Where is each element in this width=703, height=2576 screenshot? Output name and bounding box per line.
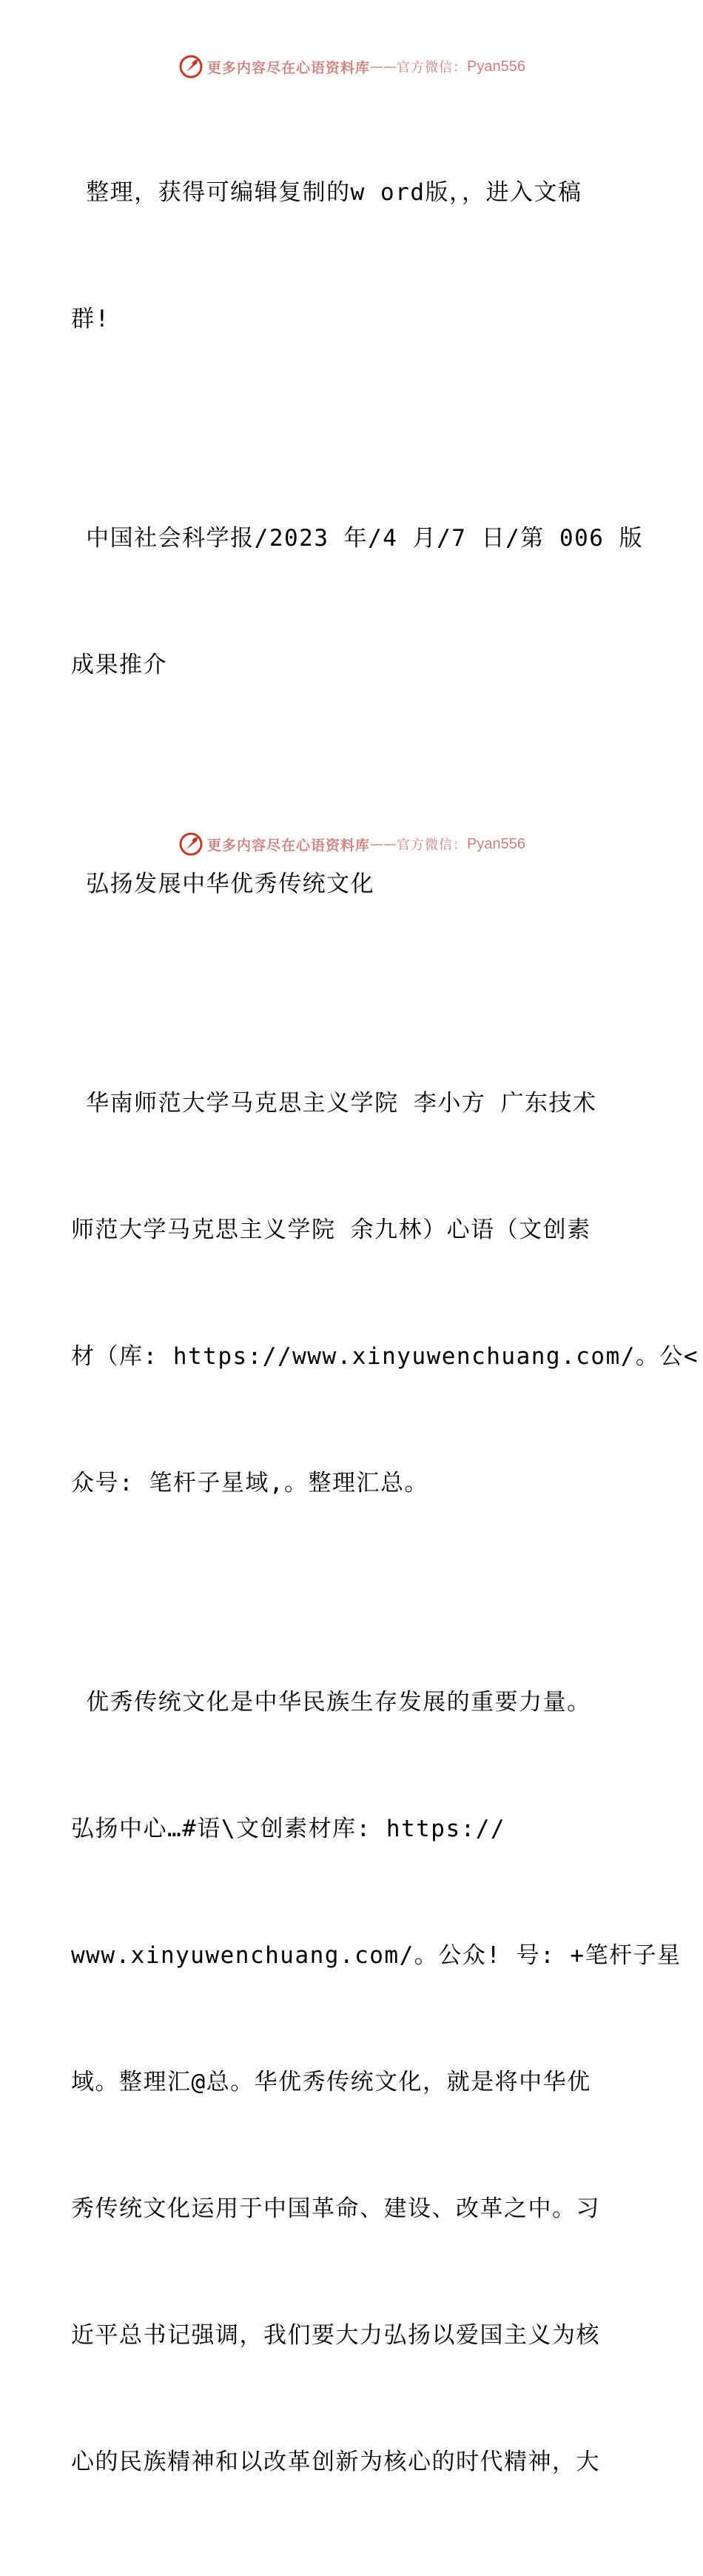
footer-watermark-banner	[0, 828, 703, 860]
text-line: 师范大学马克思主义学院 余九林）心语（文创素	[71, 1217, 591, 1243]
paragraph	[71, 433, 644, 771]
banner-wechat-label: 官方微信：	[397, 837, 468, 853]
text-line: 整理，获得可编辑复制的w ord版，，进入文稿	[71, 179, 582, 206]
banner-title: 更多内容尽在心语资料库	[207, 59, 371, 76]
paragraph	[71, 87, 641, 425]
text-line: 秀传统文化运用于中国革命、建设、改革之中。习	[71, 2195, 600, 2222]
document-body	[71, 87, 699, 2576]
text-line: 华南师范大学马克思主义学院 李小方 广东技术	[71, 1090, 597, 1117]
paragraph	[71, 998, 699, 1589]
text-line: 成果推介	[71, 652, 167, 678]
article-title: 弘扬发展中华优秀传统文化	[71, 871, 375, 897]
header-watermark-banner	[0, 50, 703, 83]
text-line: 弘扬中心…#语\文创素材库: https://	[71, 1816, 506, 1842]
banner-title: 更多内容尽在心语资料库	[207, 837, 371, 854]
banner-wechat-label: 官方微信：	[397, 60, 468, 76]
text-line: 群!	[71, 306, 110, 332]
text-line: 域。整理汇@总。华优秀传统文化，就是将中华优	[71, 2069, 591, 2095]
banner-separator: ——	[370, 836, 397, 852]
quill-logo-icon	[178, 831, 204, 857]
quill-logo-icon	[178, 53, 204, 80]
banner-wechat-id: Pyan556	[467, 835, 525, 852]
banner-separator: ——	[370, 58, 397, 75]
text-line: 中国社会科学报/2023 年/4 月/7 日/第 006 版	[71, 525, 644, 552]
paragraph-heading	[71, 779, 641, 990]
text-line: 心的民族精神和以改革创新为核心的时代精神，大	[71, 2449, 600, 2475]
text-line: 优秀传统文化是中华民族生存发展的重要力量。	[71, 1689, 591, 1716]
banner-wechat-id: Pyan556	[467, 58, 525, 75]
paragraph	[71, 1597, 682, 2568]
text-line: 材（库: https://www.xinyuwenchuang.com/。公<	[71, 1343, 699, 1370]
text-line: 近平总书记强调，我们要大力弘扬以爱国主义为核	[71, 2322, 600, 2349]
text-line: www.xinyuwenchuang.com/。公众! 号: +笔杆子星	[71, 1942, 682, 1969]
text-line: 众号: 笔杆子星域,。整理汇总。	[71, 1470, 428, 1496]
